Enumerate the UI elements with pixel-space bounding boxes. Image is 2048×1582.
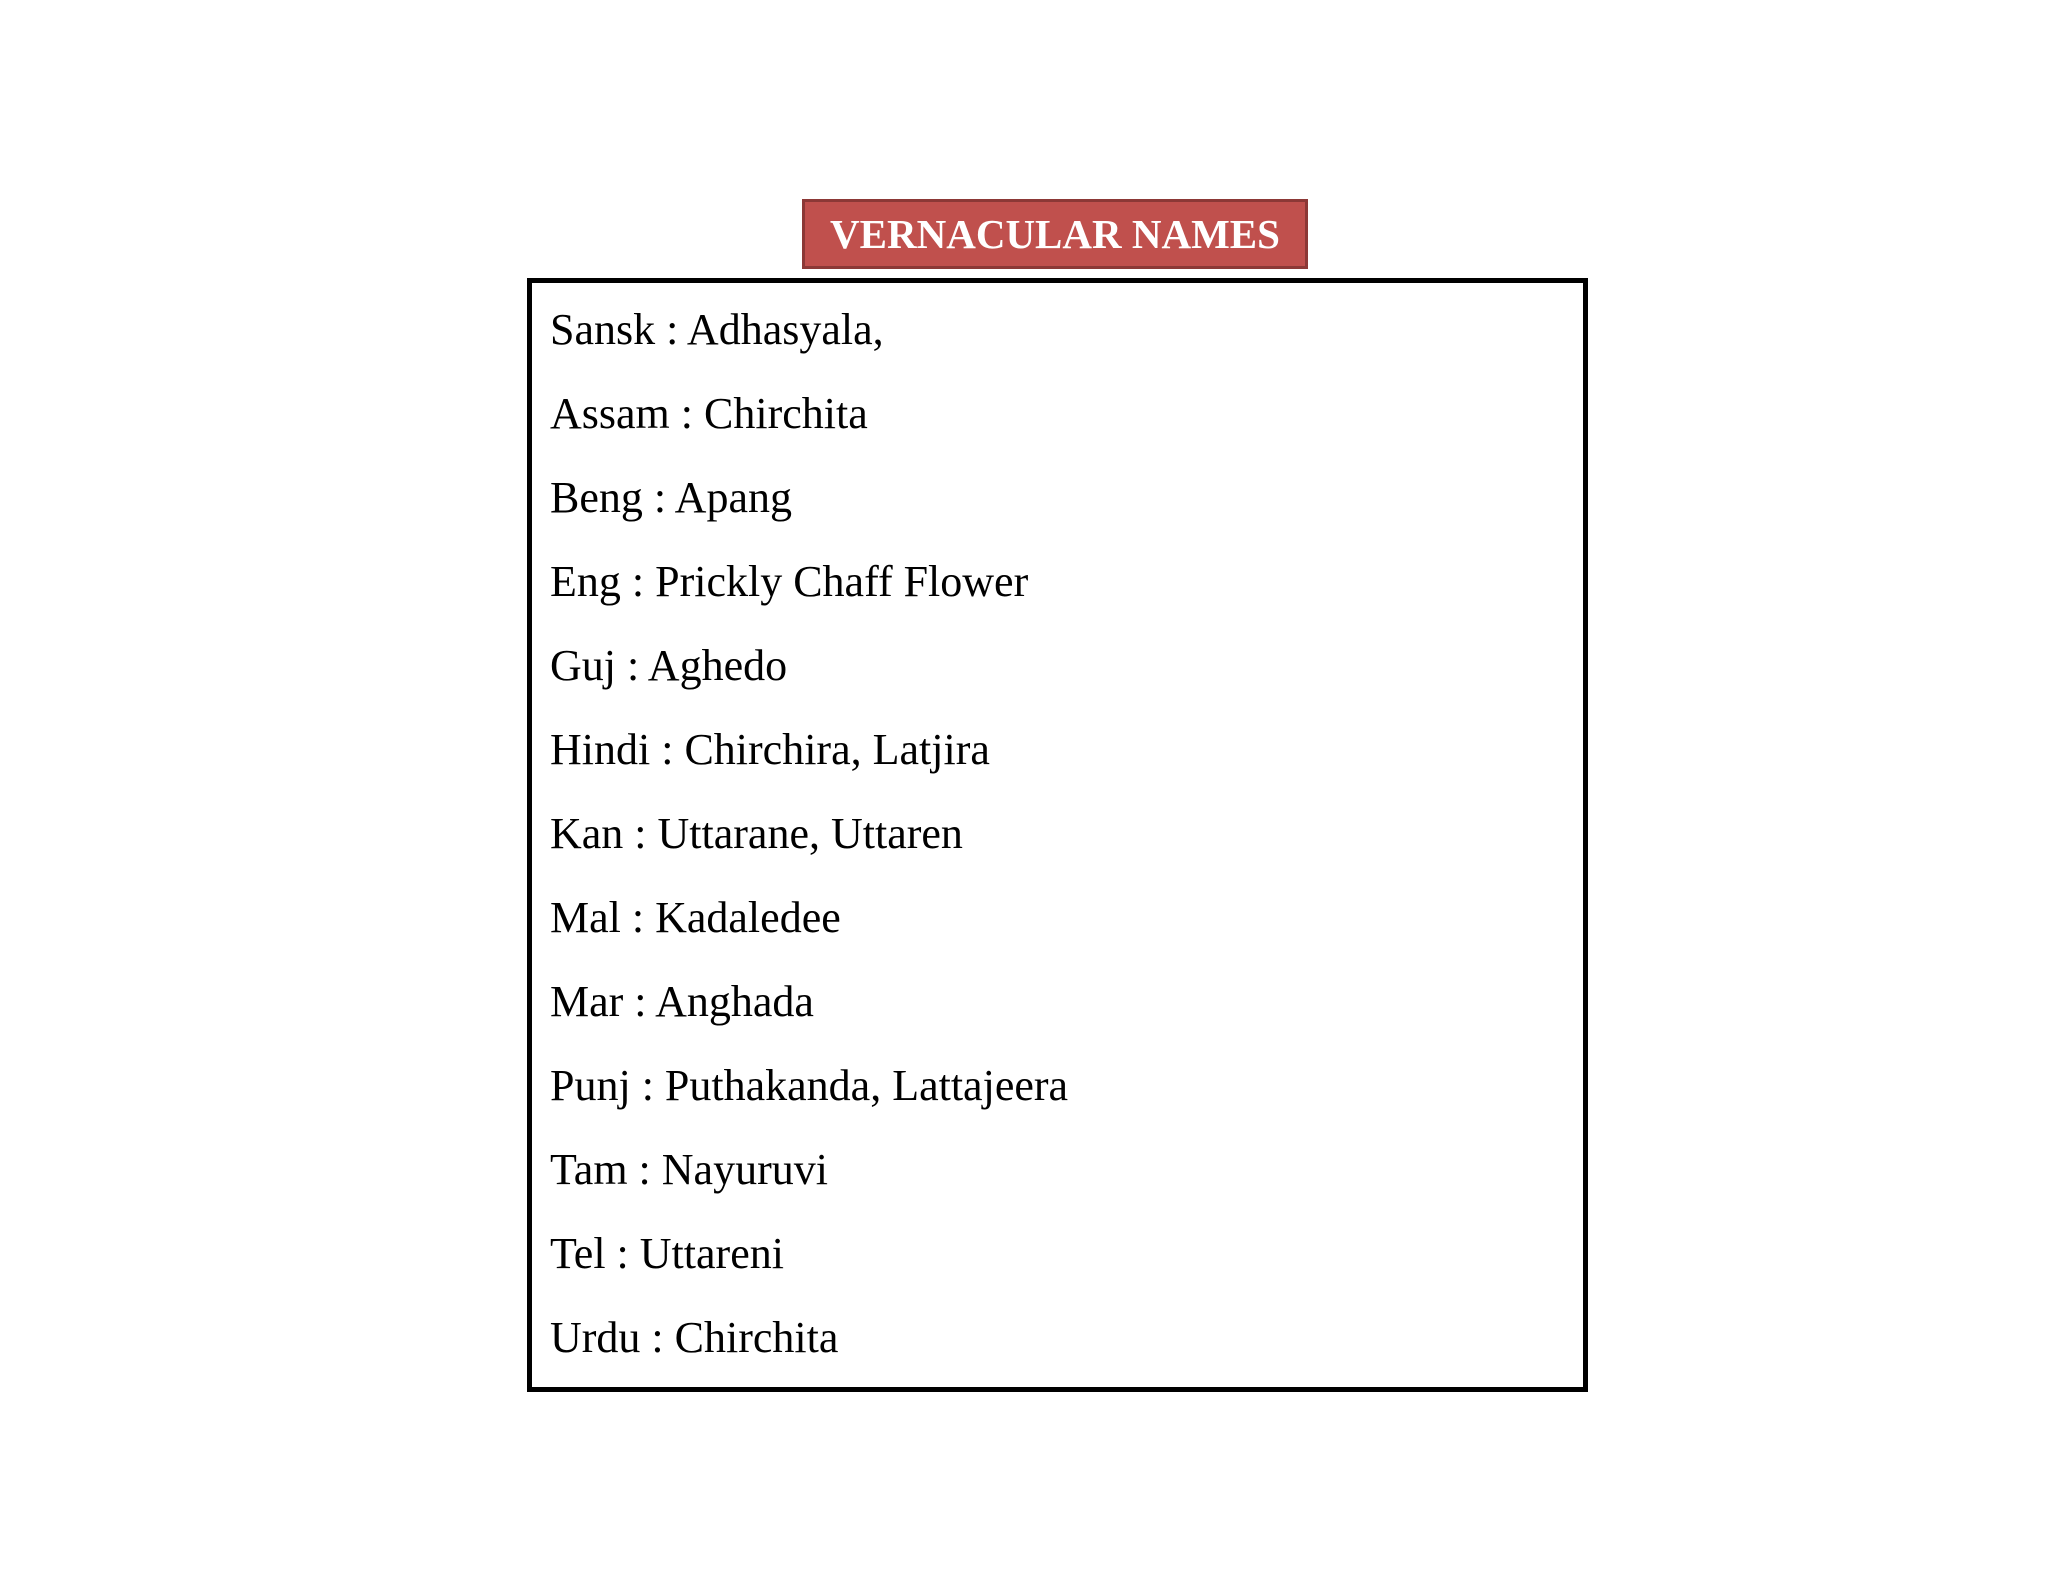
vernacular-name-malayalam: Mal : Kadaledee	[550, 893, 841, 942]
vernacular-name-hindi: Hindi : Chirchira, Latjira	[550, 725, 990, 774]
vernacular-name-telugu: Tel : Uttareni	[550, 1229, 784, 1278]
vernacular-name-assamese: Assam : Chirchita	[550, 389, 868, 438]
vernacular-name-sanskrit: Sansk : Adhasyala,	[550, 305, 884, 354]
vernacular-name-kannada: Kan : Uttarane, Uttaren	[550, 809, 963, 858]
vernacular-name-punjabi: Punj : Puthakanda, Lattajeera	[550, 1061, 1069, 1110]
vernacular-name-urdu: Urdu : Chirchita	[550, 1313, 839, 1362]
vernacular-names-list	[550, 307, 1068, 1399]
vernacular-name-english: Eng : Prickly Chaff Flower	[550, 557, 1029, 606]
vernacular-name-tamil: Tam : Nayuruvi	[550, 1145, 828, 1194]
vernacular-name-gujarati: Guj : Aghedo	[550, 641, 788, 690]
vernacular-name-marathi: Mar : Anghada	[550, 977, 814, 1026]
section-title: VERNACULAR NAMES	[802, 199, 1308, 269]
vernacular-names-box	[527, 278, 1588, 1392]
vernacular-name-bengali: Beng : Apang	[550, 473, 792, 522]
